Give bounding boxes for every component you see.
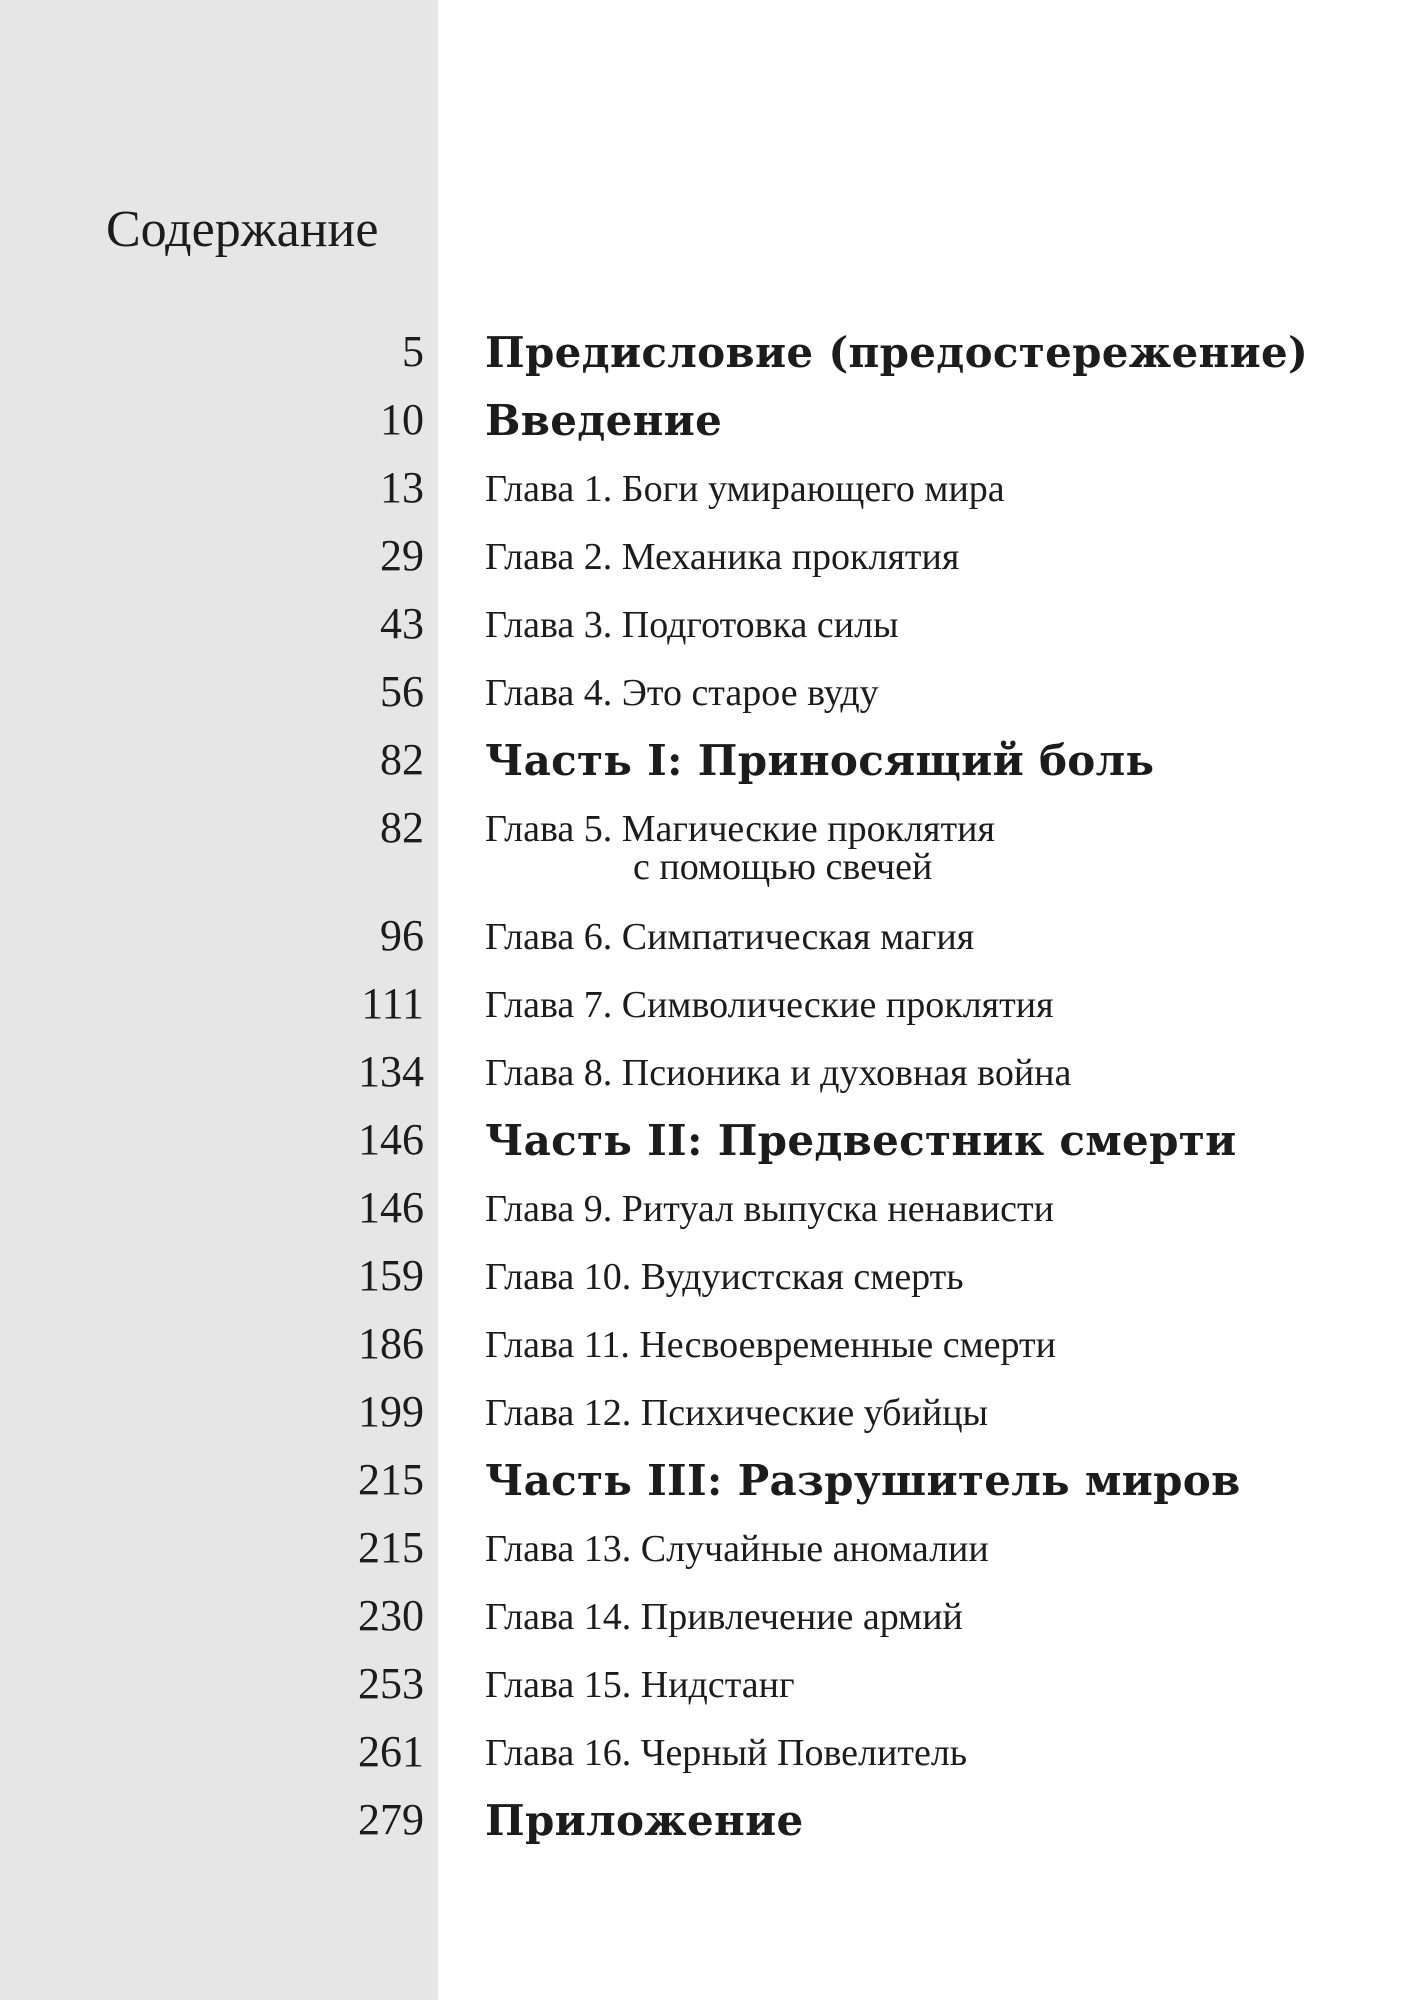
toc-page-number: 253: [358, 1659, 424, 1708]
toc-page-number: 199: [358, 1387, 424, 1436]
toc-entry-title: Глава 7. Символические проклятия: [485, 984, 1054, 1026]
toc-page-number: 159: [358, 1251, 424, 1300]
toc-entry-title: Глава 12. Психические убийцы: [485, 1392, 989, 1434]
toc-entry-title: Глава 15. Нидстанг: [485, 1664, 795, 1706]
toc-entry-title: Глава 14. Привлечение армий: [485, 1596, 963, 1638]
toc-page-number: 111: [361, 979, 424, 1028]
toc-entry[interactable]: [0, 458, 1402, 526]
toc-page-number: 215: [358, 1523, 424, 1572]
toc-entry[interactable]: [0, 906, 1402, 974]
table-of-contents: [0, 322, 1402, 1858]
toc-entry-title: Глава 9. Ритуал выпуска ненависти: [485, 1188, 1054, 1230]
toc-page-number: 146: [358, 1115, 424, 1164]
toc-entry[interactable]: [0, 1518, 1402, 1586]
toc-page-number: 146: [358, 1183, 424, 1232]
toc-entry-title: Глава 5. Магические проклятия: [485, 808, 995, 850]
toc-entry-title: Часть I: Приносящий боль: [485, 736, 1155, 785]
toc-entry-title: Часть II: Предвестник смерти: [485, 1116, 1237, 1165]
toc-entry[interactable]: [0, 730, 1402, 798]
toc-entry[interactable]: [0, 1246, 1402, 1314]
toc-entry-title: Глава 10. Вудуистская смерть: [485, 1256, 964, 1298]
toc-entry-title: Глава 13. Случайные аномалии: [485, 1528, 989, 1570]
toc-page-number: 261: [358, 1727, 424, 1776]
toc-entry[interactable]: [0, 974, 1402, 1042]
toc-entry[interactable]: [0, 1450, 1402, 1518]
toc-page-number: 134: [358, 1047, 424, 1096]
page-title: Содержание: [106, 201, 379, 258]
toc-entry[interactable]: [0, 1382, 1402, 1450]
toc-page-number: 56: [380, 667, 424, 716]
toc-entry[interactable]: [0, 798, 1402, 906]
toc-page-number: 5: [402, 327, 424, 376]
toc-entry[interactable]: [0, 1110, 1402, 1178]
toc-entry[interactable]: [0, 390, 1402, 458]
toc-entry-title: Глава 4. Это старое вуду: [485, 672, 879, 714]
toc-page-number: 10: [380, 395, 424, 444]
toc-page-number: 230: [358, 1591, 424, 1640]
toc-entry-title: Глава 1. Боги умирающего мира: [485, 468, 1005, 510]
toc-entry-title: Глава 3. Подготовка силы: [485, 604, 899, 646]
toc-entry-title-continuation: с помощью свечей: [633, 846, 933, 888]
toc-entry-title: Предисловие (предостережение): [485, 328, 1309, 377]
toc-entry[interactable]: [0, 526, 1402, 594]
toc-entry-title: Глава 11. Несвоевременные смерти: [485, 1324, 1056, 1366]
toc-entry[interactable]: [0, 594, 1402, 662]
toc-entry-title: Глава 6. Симпатическая магия: [485, 916, 975, 958]
toc-page-number: 43: [380, 599, 424, 648]
toc-page-number: 29: [380, 531, 424, 580]
toc-entry-title-block: [485, 798, 995, 886]
toc-entry-title: Введение: [485, 396, 723, 445]
toc-page-number: 96: [380, 911, 424, 960]
toc-entry[interactable]: [0, 1722, 1402, 1790]
toc-entry[interactable]: [0, 1586, 1402, 1654]
toc-entry-title: Часть III: Разрушитель миров: [485, 1456, 1241, 1505]
toc-page-number: 279: [358, 1795, 424, 1844]
toc-entry-title: Глава 2. Механика проклятия: [485, 536, 960, 578]
toc-page-number: 215: [358, 1455, 424, 1504]
toc-entry[interactable]: [0, 662, 1402, 730]
toc-page-number: 13: [380, 463, 424, 512]
toc-page-number: 186: [358, 1319, 424, 1368]
toc-entry[interactable]: [0, 322, 1402, 390]
toc-entry[interactable]: [0, 1314, 1402, 1382]
toc-entry[interactable]: [0, 1178, 1402, 1246]
toc-entry[interactable]: [0, 1790, 1402, 1858]
toc-page-number: 82: [380, 735, 424, 784]
toc-entry[interactable]: [0, 1654, 1402, 1722]
toc-entry-title: Приложение: [485, 1796, 804, 1845]
toc-entry[interactable]: [0, 1042, 1402, 1110]
toc-entry-title: Глава 16. Черный Повелитель: [485, 1732, 968, 1774]
toc-page-number: 82: [380, 803, 424, 852]
toc-entry-title: Глава 8. Псионика и духовная война: [485, 1052, 1072, 1094]
